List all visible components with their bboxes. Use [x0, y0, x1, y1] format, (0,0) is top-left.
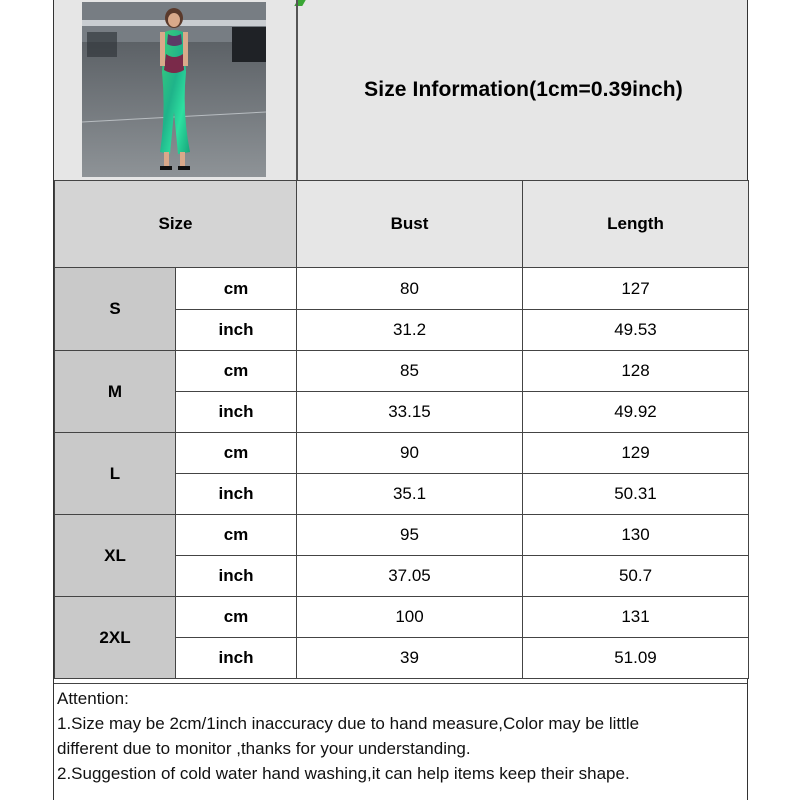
length-value: 129 [523, 433, 749, 474]
unit-label: cm [176, 515, 297, 556]
unit-label: inch [176, 474, 297, 515]
attention-line: 2.Suggestion of cold water hand washing,it can help items keep their shape. [57, 764, 630, 783]
size-column-header: Size [55, 181, 297, 268]
unit-label: inch [176, 310, 297, 351]
size-label-s: S [55, 268, 176, 351]
size-information-title: Size Information(1cm=0.39inch) [364, 78, 683, 101]
length-value: 131 [523, 597, 749, 638]
table-row [55, 433, 749, 474]
bust-value: 39 [297, 638, 523, 679]
length-value: 51.09 [523, 638, 749, 679]
length-value: 50.31 [523, 474, 749, 515]
length-value: 49.53 [523, 310, 749, 351]
table-row [55, 351, 749, 392]
unit-label: inch [176, 556, 297, 597]
unit-label: cm [176, 597, 297, 638]
unit-label: cm [176, 268, 297, 310]
bust-value: 100 [297, 597, 523, 638]
bust-value: 35.1 [297, 474, 523, 515]
size-label-l: L [55, 433, 176, 515]
length-value: 127 [523, 268, 749, 310]
bust-value: 80 [297, 268, 523, 310]
size-table [54, 180, 749, 679]
attention-notes [54, 683, 747, 800]
length-column-header: Length [523, 181, 749, 268]
bust-value: 90 [297, 433, 523, 474]
size-label-2xl: 2XL [55, 597, 176, 679]
unit-label: inch [176, 638, 297, 679]
bust-value: 85 [297, 351, 523, 392]
unit-label: inch [176, 392, 297, 433]
length-value: 128 [523, 351, 749, 392]
size-table-header-row [55, 181, 749, 268]
length-value: 50.7 [523, 556, 749, 597]
size-label-xl: XL [55, 515, 176, 597]
size-label-m: M [55, 351, 176, 433]
bust-column-header: Bust [297, 181, 523, 268]
attention-line: different due to monitor ,thanks for your understanding. [57, 739, 471, 758]
bust-value: 31.2 [297, 310, 523, 351]
unit-label: cm [176, 351, 297, 392]
length-value: 49.92 [523, 392, 749, 433]
attention-line: 1.Size may be 2cm/1inch inaccuracy due to hand measure,Color may be little [57, 714, 640, 733]
table-row [55, 515, 749, 556]
size-chart-sheet [53, 0, 748, 800]
bust-value: 37.05 [297, 556, 523, 597]
dress-model-photo-icon [82, 2, 266, 177]
size-chart-header [54, 0, 747, 181]
bust-value: 95 [297, 515, 523, 556]
length-value: 130 [523, 515, 749, 556]
attention-heading: Attention: [57, 689, 129, 708]
table-row [55, 268, 749, 310]
bust-value: 33.15 [297, 392, 523, 433]
unit-label: cm [176, 433, 297, 474]
table-row [55, 597, 749, 638]
